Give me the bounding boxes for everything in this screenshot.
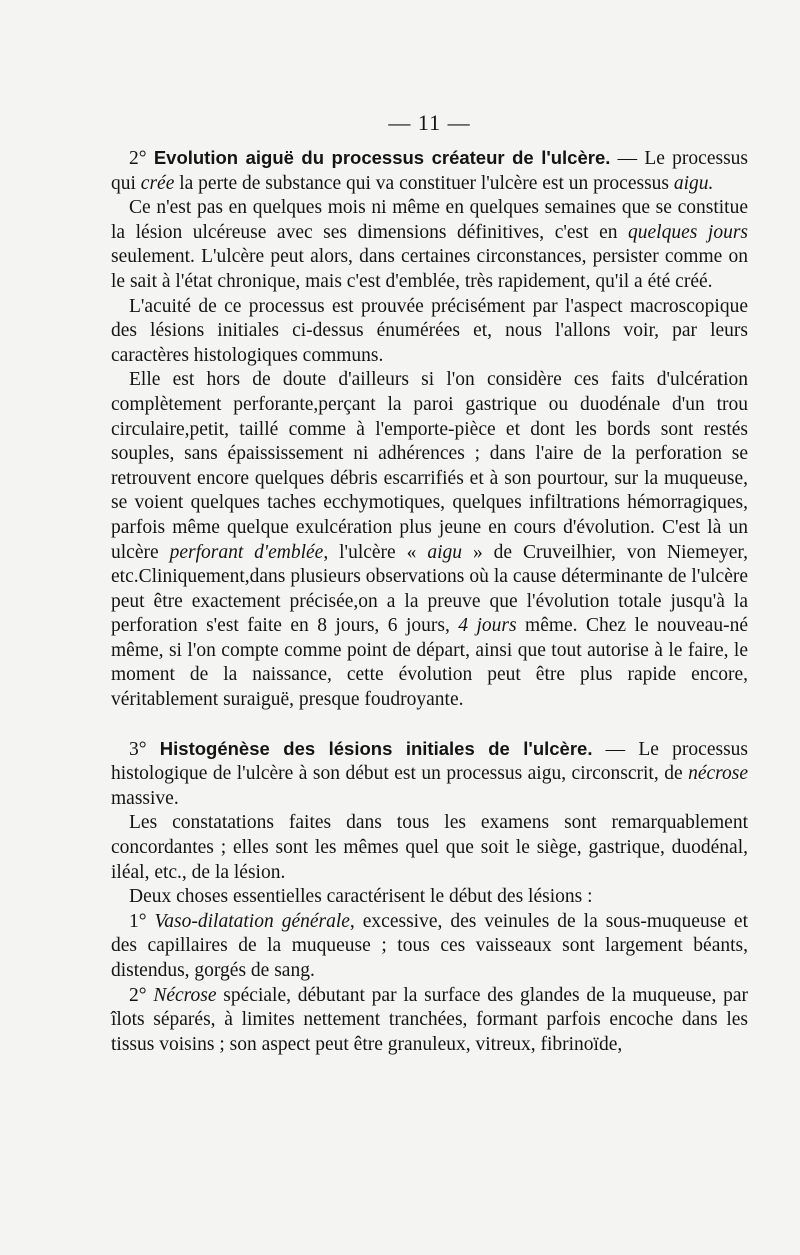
section-2-paragraph-3: L'acuité de ce processus est prouvée précisément par l'aspect macroscopique des lésions initiales ci-dessus énumérées et, nous l'allons voir, par leurs caractères histologiques communs. bbox=[111, 295, 748, 366]
emphasis: Vaso-dilatation générale bbox=[154, 910, 350, 932]
emphasis: quelques jours bbox=[628, 221, 748, 243]
text: massive. bbox=[111, 787, 179, 809]
emphasis: aigu bbox=[427, 541, 463, 563]
list-item-2 bbox=[111, 984, 748, 1058]
text: — Le processus qui bbox=[111, 148, 749, 194]
item-number: 2° bbox=[129, 984, 147, 1006]
text: seulement. L'ulcère peut alors, dans certaines circonstances, persister comme on le sait à l'état chronique, mais c'est d'emblée, très rapidement, qu'il a été créé. bbox=[111, 246, 748, 292]
text: Ce n'est pas en quelques mois ni même en quelques semaines que se constitue la lésion ulcéreuse avec ses dimensions définitives, c'est en bbox=[111, 197, 748, 243]
section-2-number: 2° bbox=[129, 148, 147, 169]
emphasis: perforant d'emblée bbox=[169, 541, 324, 563]
text: Elle est hors de doute d'ailleurs si l'on considère ces faits d'ulcération complètement perforante,perçant la paroi gastrique ou duodénale d'un trou circulaire,petit, taillé comme à l'emporte-pièce et dont les bords sont restés souples, sans épaississement ni adhérences ; dans l'aire de la perforation se retrouvent encore quelques débris escarrifiés et à son pourtour, sur la muqueuse, se voient quelques taches ecchymotiques, quelques infiltrations hémorragiques, parfois même quelque exulcération plus jeune en cours d'évolution. C'est là un ulcère bbox=[111, 369, 748, 563]
section-2-paragraph-4 bbox=[111, 368, 748, 712]
section-3-number: 3° bbox=[129, 738, 147, 760]
section-2-paragraph-2 bbox=[111, 196, 748, 294]
emphasis: 4 jours bbox=[458, 615, 517, 637]
section-3-intro bbox=[111, 737, 748, 812]
text: , l'ulcère « bbox=[323, 541, 428, 563]
section-2-intro bbox=[111, 146, 748, 196]
list-item-1 bbox=[111, 910, 748, 984]
section-3-title: Histogénèse des lésions initiales de l'ulcère. bbox=[159, 737, 593, 759]
section-gap bbox=[111, 713, 748, 737]
section-3-paragraph-2: Les constatations faites dans tous les examens sont remarquablement concordantes ; elles sont les mêmes quel que soit le siège, gastrique, duodénal, iléal, etc., de la lésion. bbox=[111, 812, 748, 883]
emphasis: nécrose bbox=[688, 763, 748, 785]
emphasis: aigu. bbox=[673, 172, 714, 194]
section-2-title: Evolution aiguë du processus créateur de l'ulcère. bbox=[153, 147, 611, 168]
item-number: 1° bbox=[129, 910, 147, 932]
text: » de Cruveilhier, von Niemeyer, etc.Cliniquement,dans plusieurs observations où la cause déterminante de l'ulcère peut être exactement précisée,on a la preuve que l'évolution totale jusqu'à la perforation s'est faite en 8 jours, 6 jours, bbox=[111, 541, 748, 637]
text: — Le processus histologique de l'ulcère à son début est un processus aigu, circonscrit, de bbox=[111, 738, 748, 785]
text: spéciale, débutant par la surface des glandes de la muqueuse, par îlots séparés, à limites nettement tranchées, formant parfois encoche dans les tissus voisins ; son aspect peut être granuleux, vitreux, fibrinoïde, bbox=[111, 984, 748, 1055]
text: la perte de substance qui va constituer l'ulcère est un processus bbox=[174, 172, 674, 194]
text: , excessive, des veinules de la sous-muqueuse et des capillaires de la muqueuse ; tous ces vaisseaux sont largement béants, distendus, gorgés de sang. bbox=[111, 910, 748, 981]
emphasis: crée bbox=[140, 172, 175, 194]
emphasis: Nécrose bbox=[153, 984, 217, 1006]
section-3-paragraph-3: Deux choses essentielles caractérisent le début des lésions : bbox=[129, 886, 593, 908]
text: même. Chez le nouveau-né même, si l'on compte comme point de départ, ainsi que tout autorise à le faire, le moment de la naissance, cette évolution peut être plus rapide encore, véritablement suraiguë, presque foudroyante. bbox=[111, 615, 748, 711]
page-number: — 11 — bbox=[388, 110, 471, 135]
